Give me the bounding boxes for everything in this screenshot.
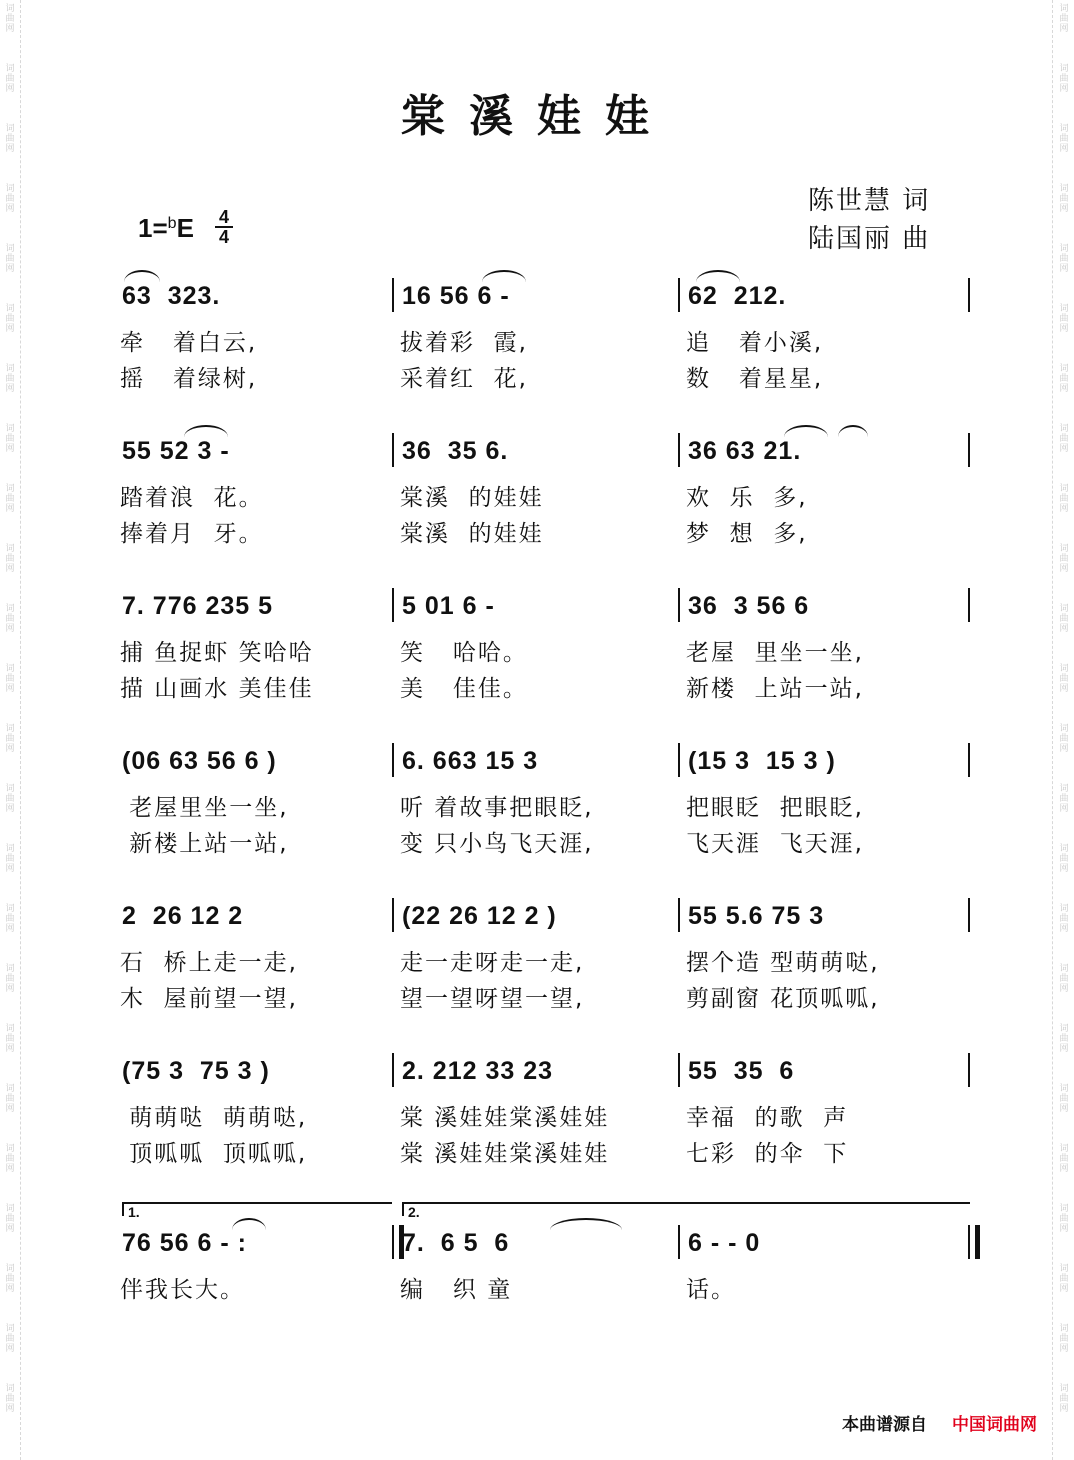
lyric-verse2-r4-m3: 飞天涯 飞天涯, [686,831,864,857]
notes-r6-m3: 55 35 6 [688,1057,795,1085]
lyric-verse2-r3-m3: 新楼 上站一站, [686,676,864,702]
watermark-mark: 词 曲 网 [1059,484,1069,514]
time-signature [215,208,233,246]
barline [392,1053,394,1087]
watermark-mark: 词 曲 网 [1059,724,1069,754]
lyric-verse2-r4-m1: 新楼上站一站, [120,831,289,857]
lyric-verse1-r3-m2: 笑 哈哈。 [400,640,528,666]
notes-r1-m1: 63 323. [122,282,221,310]
barline [678,433,680,467]
watermark-mark: 词 曲 网 [5,604,15,634]
watermark-mark: 词 曲 网 [5,544,15,574]
barline [968,588,970,622]
watermark-mark: 词 曲 网 [1059,1384,1069,1414]
lyric-verse2-r1-m2: 采着红 花, [400,366,528,392]
watermark-mark: 词 曲 网 [5,1204,15,1234]
watermark-mark: 词 曲 网 [5,244,15,274]
watermark-mark: 词 曲 网 [1059,844,1069,874]
notes-r3-m2: 5 01 6 - [402,592,495,620]
volta-1-tick [122,1202,124,1216]
song-title: 棠溪娃娃 [401,91,673,142]
volta-1-bracket [122,1202,392,1204]
barline [968,1053,970,1087]
time-top: 4 [215,208,233,228]
watermark-mark: 词 曲 网 [5,664,15,694]
watermark-mark: 词 曲 网 [5,844,15,874]
slur-arc [784,425,828,437]
lyric-verse1-r5-m2: 走一走呀走一走, [400,950,585,976]
watermark-mark: 词 曲 网 [5,64,15,94]
watermark-mark: 词 曲 网 [1059,1024,1069,1054]
final-barline [968,1225,980,1259]
watermark-mark: 词 曲 网 [1059,964,1069,994]
lyric-verse2-r3-m1: 描 山画水 美佳佳 [120,676,314,702]
barline [678,1225,680,1259]
barline [968,278,970,312]
notes-r7-m2: 7. 6 5 6 [402,1229,510,1257]
watermark-mark: 词 曲 网 [5,784,15,814]
watermark-mark: 词 曲 网 [5,484,15,514]
lyric-verse1-r1-m3: 追 着小溪, [686,330,824,356]
notes-r1-m2: 16 56 6 - [402,282,510,310]
lyricist-credit: 陈世慧 词 [808,186,931,216]
watermark-mark: 词 曲 网 [5,424,15,454]
notes-r2-m1: 55 52 3 - [122,437,230,465]
barline [392,898,394,932]
time-bottom: 4 [218,227,229,247]
lyric-verse1-r2-m1: 踏着浪 花。 [120,485,264,511]
watermark-mark: 词 曲 网 [5,364,15,394]
watermark-mark: 词 曲 网 [1059,604,1069,634]
notes-r3-m1: 7. 776 235 5 [122,592,274,620]
notes-r6-m1: (75 3 75 3 ) [122,1057,270,1085]
watermark-mark: 词 曲 网 [1059,904,1069,934]
lyric-verse1-r7-m2: 编 织 童 [400,1277,513,1303]
slur-arc [232,1218,266,1230]
lyric-verse2-r1-m1: 摇 着绿树, [120,366,258,392]
notes-r3-m3: 36 3 56 6 [688,592,810,620]
slur-arc [482,270,526,282]
lyric-verse2-r2-m1: 捧着月 牙。 [120,521,264,547]
watermark-mark: 词 曲 网 [1059,1204,1069,1234]
left-margin-rule [20,0,21,1460]
barline [678,588,680,622]
watermark-mark: 词 曲 网 [5,964,15,994]
slur-arc [696,270,740,282]
lyric-verse1-r4-m3: 把眼眨 把眼眨, [686,795,864,821]
watermark-mark: 词 曲 网 [5,304,15,334]
barline [392,743,394,777]
lyric-verse1-r2-m2: 棠溪 的娃娃 [400,485,544,511]
watermark-mark: 词 曲 网 [1059,244,1069,274]
lyric-verse1-r7-m1: 伴我长大。 [120,1277,245,1303]
barline [968,898,970,932]
watermark-mark: 词 曲 网 [5,724,15,754]
watermark-mark: 词 曲 网 [1059,664,1069,694]
watermark-mark: 词 曲 网 [1059,544,1069,574]
lyric-verse1-r3-m1: 捕 鱼捉虾 笑哈哈 [120,640,314,666]
lyric-verse2-r5-m1: 木 屋前望一望, [120,986,298,1012]
watermark-mark: 词 曲 网 [1059,1084,1069,1114]
source-site: 中国词曲网 [952,1415,1037,1435]
watermark-mark: 词 曲 网 [5,1084,15,1114]
notes-r6-m2: 2. 212 33 23 [402,1057,554,1085]
lyric-verse2-r6-m3: 七彩 的伞 下 [686,1141,849,1167]
barline [392,433,394,467]
watermark-mark: 词 曲 网 [5,124,15,154]
watermark-mark: 词 曲 网 [1059,64,1069,94]
notes-r1-m3: 62 212. [688,282,787,310]
lyric-verse1-r4-m1: 老屋里坐一坐, [120,795,289,821]
notes-r2-m2: 36 35 6. [402,437,509,465]
notes-r5-m3: 55 5.6 75 3 [688,902,825,930]
barline [968,743,970,777]
watermark-mark: 词 曲 网 [5,1384,15,1414]
watermark-mark: 词 曲 网 [5,1144,15,1174]
right-margin-rule [1052,0,1053,1460]
notes-r7-m1: 76 56 6 - : [122,1229,247,1257]
lyric-verse2-r5-m3: 剪副窗 花顶呱呱, [686,986,880,1012]
watermark-mark: 词 曲 网 [5,4,15,34]
lyric-verse1-r3-m3: 老屋 里坐一坐, [686,640,864,666]
key-note: E [176,213,194,243]
barline [968,433,970,467]
watermark-mark: 词 曲 网 [1059,304,1069,334]
notes-r4-m1: (06 63 56 6 ) [122,747,277,775]
slur-arc [838,425,868,437]
volta-2-bracket [402,1202,970,1204]
source-label: 本曲谱源自 [842,1415,927,1435]
notes-r4-m2: 6. 663 15 3 [402,747,539,775]
watermark-mark: 词 曲 网 [1059,1144,1069,1174]
lyric-verse2-r3-m2: 美 佳佳。 [400,676,528,702]
volta-2-tick [402,1202,404,1216]
lyric-verse1-r6-m3: 幸福 的歌 声 [686,1105,849,1131]
lyric-verse1-r6-m2: 棠 溪娃娃棠溪娃娃 [400,1105,610,1131]
volta-2-number: 2. [408,1204,420,1220]
barline [678,278,680,312]
watermark-mark: 词 曲 网 [1059,184,1069,214]
watermark-mark: 词 曲 网 [1059,364,1069,394]
watermark-mark: 词 曲 网 [5,1324,15,1354]
watermark-mark: 词 曲 网 [5,1024,15,1054]
notes-r2-m3: 36 63 21. [688,437,802,465]
repeat-barline [392,1225,404,1259]
notes-r5-m1: 2 26 12 2 [122,902,244,930]
watermark-mark: 词 曲 网 [5,1264,15,1294]
lyric-verse2-r6-m1: 顶呱呱 顶呱呱, [120,1141,308,1167]
lyric-verse1-r1-m2: 拔着彩 霞, [400,330,528,356]
notes-r4-m3: (15 3 15 3 ) [688,747,836,775]
slur-arc [550,1218,622,1230]
volta-1-number: 1. [128,1204,140,1220]
watermark-mark: 词 曲 网 [5,904,15,934]
lyric-verse1-r5-m1: 石 桥上走一走, [120,950,298,976]
lyric-verse1-r6-m1: 萌萌哒 萌萌哒, [120,1105,308,1131]
watermark-mark: 词 曲 网 [1059,4,1069,34]
lyric-verse2-r4-m2: 变 只小鸟飞天涯, [400,831,594,857]
notes-r7-m3: 6 - - 0 [688,1229,761,1257]
composer-credit: 陆国丽 曲 [808,224,931,254]
watermark-mark: 词 曲 网 [1059,1324,1069,1354]
watermark-mark: 词 曲 网 [1059,124,1069,154]
slur-arc [124,270,160,282]
lyric-verse2-r5-m2: 望一望呀望一望, [400,986,585,1012]
lyric-verse2-r2-m2: 棠溪 的娃娃 [400,521,544,547]
lyric-verse1-r4-m2: 听 着故事把眼眨, [400,795,594,821]
lyric-verse1-r1-m1: 牵 着白云, [120,330,258,356]
barline [678,898,680,932]
lyric-verse2-r1-m3: 数 着星星, [686,366,824,392]
watermark-mark: 词 曲 网 [1059,424,1069,454]
barline [392,588,394,622]
key-prefix: 1= [138,213,168,243]
watermark-mark: 词 曲 网 [1059,1264,1069,1294]
lyric-verse1-r7-m3: 话。 [686,1277,736,1303]
lyric-verse2-r6-m2: 棠 溪娃娃棠溪娃娃 [400,1141,610,1167]
lyric-verse1-r2-m3: 欢 乐 多, [686,485,808,511]
key-signature [138,213,194,244]
slur-arc [184,425,228,437]
barline [678,1053,680,1087]
watermark-mark: 词 曲 网 [5,184,15,214]
watermark-mark: 词 曲 网 [1059,784,1069,814]
lyric-verse2-r2-m3: 梦 想 多, [686,521,808,547]
barline [392,278,394,312]
barline [678,743,680,777]
notes-r5-m2: (22 26 12 2 ) [402,902,557,930]
lyric-verse1-r5-m3: 摆个造 型萌萌哒, [686,950,880,976]
flat-sign: b [167,215,177,232]
